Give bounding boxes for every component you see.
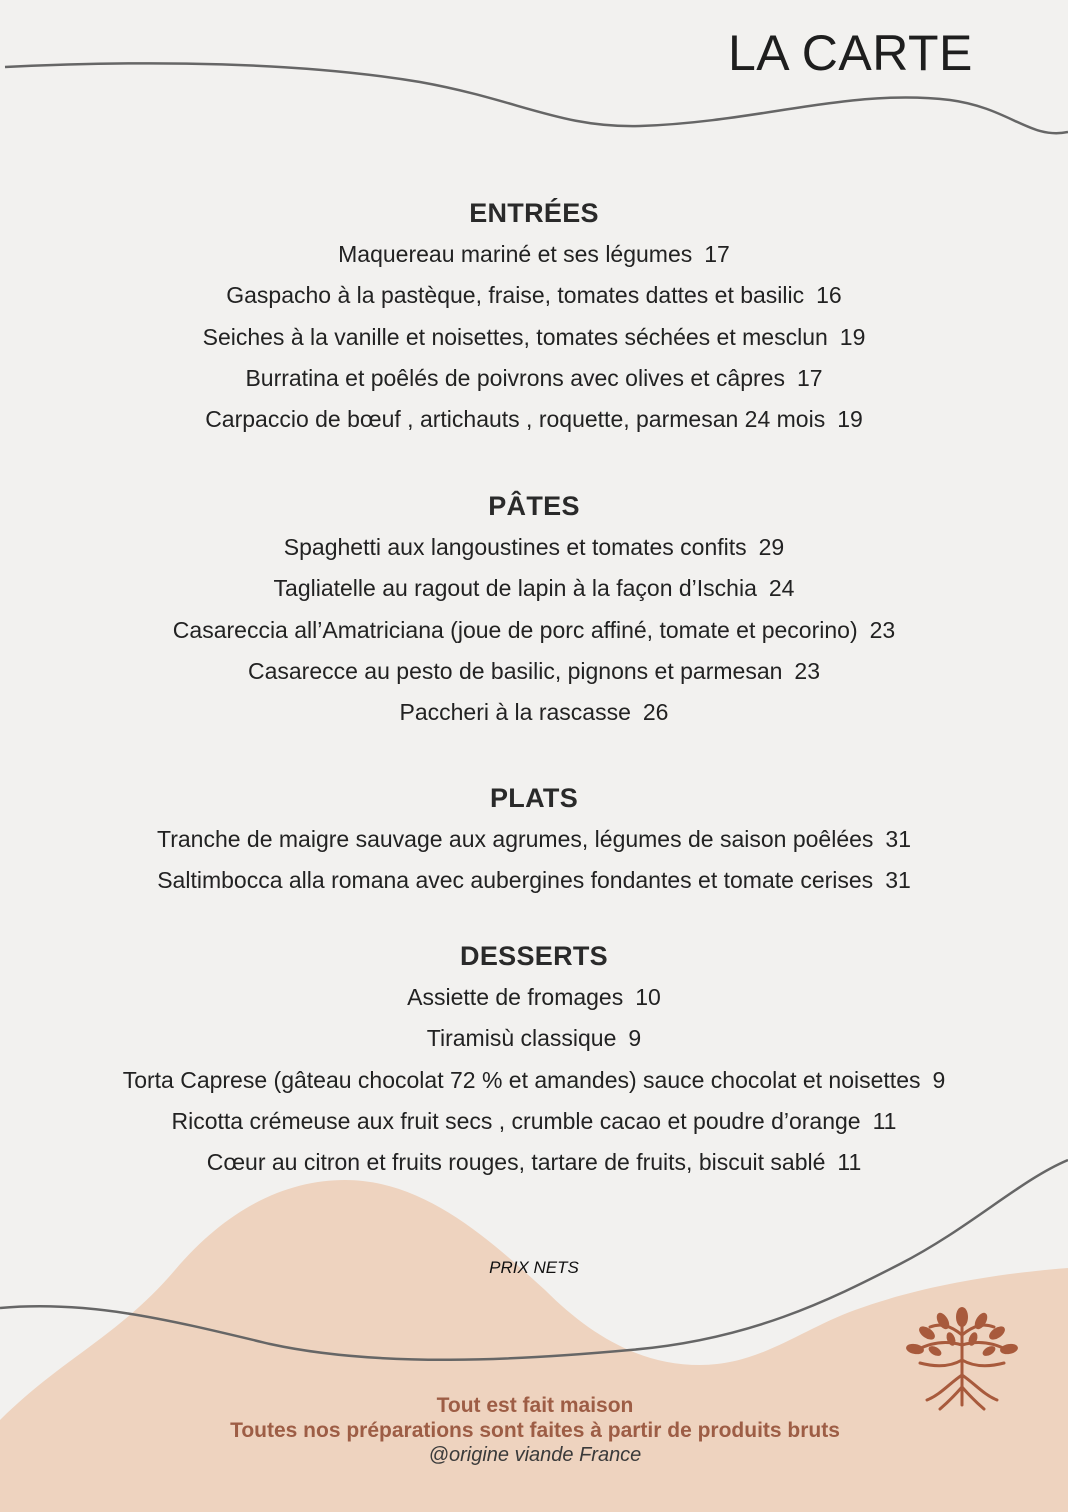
item-name: Assiette de fromages (407, 984, 624, 1010)
menu-item (0, 1142, 1068, 1183)
item-name: Ricotta crémeuse aux fruit secs , crumble cacao et poudre d’orange (171, 1107, 861, 1134)
section-heading: ENTRÉES (469, 198, 599, 228)
item-price: 11 (872, 1107, 897, 1134)
item-name: Casarecce au pesto de basilic, pignons et parmesan (247, 657, 783, 684)
footer (0, 1393, 1068, 1468)
item-name: Cœur au citron et fruits rouges, tartare de fruits, biscuit sablé (206, 1149, 826, 1176)
menu-item (0, 234, 1068, 275)
menu-item (0, 610, 1068, 651)
item-name: Gaspacho à la pastèque, fraise, tomates dattes et basilic (226, 282, 805, 309)
menu-item (0, 692, 1068, 733)
section-heading: PLATS (490, 783, 578, 813)
item-name: Tiramisù classique (426, 1025, 617, 1052)
item-price: 26 (642, 699, 669, 726)
section-heading: PÂTES (488, 491, 580, 521)
item-name: Tagliatelle au ragout de lapin à la façon d’Ischia (273, 575, 757, 602)
menu-item (0, 358, 1068, 399)
item-price: 17 (796, 364, 823, 391)
item-price: 9 (932, 1066, 946, 1093)
item-price: 11 (837, 1149, 862, 1176)
item-price: 10 (635, 984, 661, 1010)
item-name: Saltimbocca alla romana avec aubergines fondantes et tomate cerises (157, 867, 874, 894)
footer-fait-maison: Tout est fait maison (436, 1394, 634, 1417)
item-price: 23 (794, 657, 821, 684)
footer-produits-bruts: Toutes nos préparations sont faites à partir de produits bruts (230, 1419, 840, 1442)
item-name: Seiches à la vanille et noisettes, tomates séchées et mesclun (202, 323, 828, 350)
item-price: 31 (885, 826, 911, 852)
section-plats (0, 777, 1068, 902)
menu-item (0, 399, 1068, 440)
item-price: 23 (869, 616, 896, 643)
menu-item (0, 1018, 1068, 1059)
menu-item (0, 819, 1068, 860)
menu-item (0, 1101, 1068, 1142)
menu-item (0, 860, 1068, 901)
item-name: Tranche de maigre sauvage aux agrumes, légumes de saison poêlées (157, 826, 874, 852)
item-price: 9 (628, 1025, 642, 1052)
menu-item (0, 568, 1068, 609)
menu-item (0, 527, 1068, 568)
item-price: 19 (839, 323, 866, 350)
footer-origine-viande: @origine viande France (428, 1444, 642, 1466)
item-price: 19 (837, 406, 863, 433)
item-price: 16 (816, 282, 842, 309)
menu-item (0, 1060, 1068, 1101)
item-price: 29 (758, 534, 785, 560)
menu-item (0, 317, 1068, 358)
item-name: Burratina et poêlés de poivrons avec olives et câpres (245, 364, 785, 391)
item-price: 17 (704, 241, 730, 267)
item-price: 31 (885, 867, 911, 894)
item-price: 24 (768, 575, 795, 602)
item-name: Torta Caprese (gâteau chocolat 72 % et amandes) sauce chocolat et noisettes (122, 1066, 921, 1093)
menu-item (0, 651, 1068, 692)
section-heading: DESSERTS (460, 941, 608, 971)
menu-item (0, 977, 1068, 1018)
item-name: Paccheri à la rascasse (399, 699, 631, 726)
prix-nets-note: PRIX NETS (489, 1258, 579, 1277)
menu-item (0, 275, 1068, 316)
section-desserts (0, 935, 1068, 1183)
page-title: LA CARTE (728, 25, 973, 81)
section-pates (0, 485, 1068, 733)
item-name: Maquereau mariné et ses légumes (338, 241, 693, 267)
item-name: Carpaccio de bœuf , artichauts , roquette, parmesan 24 mois (205, 406, 826, 433)
item-name: Casareccia all’Amatriciana (joue de porc affiné, tomate et pecorino) (172, 616, 858, 643)
item-name: Spaghetti aux langoustines et tomates confits (283, 534, 747, 560)
section-entrees (0, 192, 1068, 440)
